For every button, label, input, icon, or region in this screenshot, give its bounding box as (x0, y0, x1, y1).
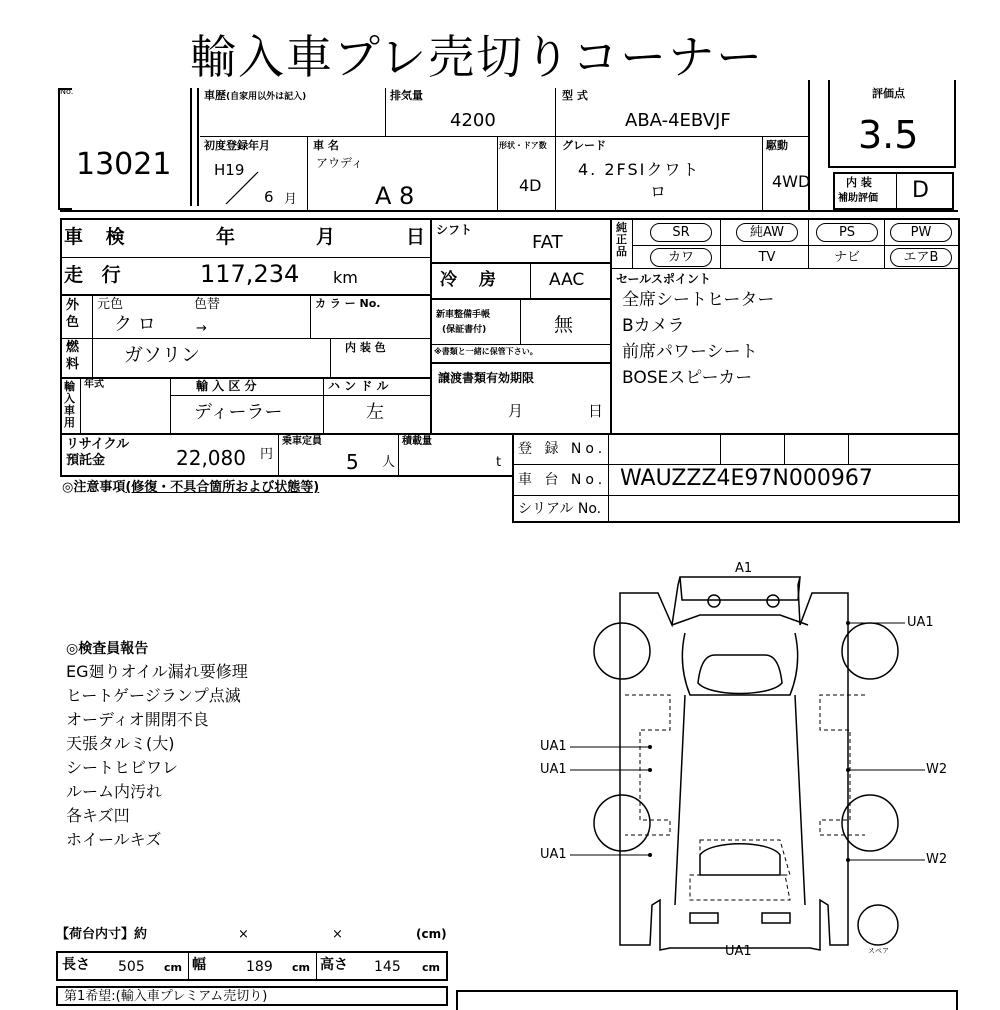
divider (316, 951, 317, 981)
divider (958, 218, 960, 523)
divider (278, 433, 279, 475)
first-reg-month-unit: 月 (284, 192, 298, 207)
divider (385, 88, 386, 136)
chassis-no-label: 車 台 No. (518, 472, 607, 488)
first-reg-label: 初度登録年月 (204, 139, 270, 152)
cargo-label: 【荷台内寸】約 (56, 927, 148, 942)
width-unit: cm (292, 961, 310, 974)
recycle-value: 22,080 (176, 446, 246, 470)
inspector-line: EG廻りオイル漏れ要修理 (66, 662, 248, 681)
divider (848, 433, 849, 464)
color-change-value: → (196, 321, 207, 336)
score-value: 3.5 (858, 113, 919, 157)
orig-color-value: ク ロ (114, 314, 156, 335)
divider (60, 433, 960, 435)
cargo-x1: × (238, 927, 249, 942)
divider (60, 433, 62, 475)
model-type-label: 型 式 (562, 89, 588, 102)
divider (60, 294, 430, 296)
inspector-line: ヒートゲージランプ点滅 (66, 686, 241, 705)
divider (170, 377, 171, 433)
model-type-value: ABA-4EBVJF (625, 110, 731, 131)
width-value: 189 (246, 959, 273, 975)
lot-number: 13021 (76, 147, 172, 182)
inspector-line: ホイールキズ (66, 830, 162, 849)
interior-label-2: 補助評価 (838, 193, 878, 204)
orig-color-label: 元色 (97, 297, 124, 312)
capacity-unit: 人 (382, 455, 396, 470)
inspection-label: 車 検 (64, 226, 133, 248)
divider (60, 218, 62, 433)
damage-mark: UA1 (540, 739, 567, 754)
inspection-year: 年 (216, 226, 236, 248)
footer-text: 第1希望:(輸入車プレミアム売切り) (64, 989, 268, 1004)
divider (80, 377, 81, 433)
height-unit: cm (422, 961, 440, 974)
lot-bracket (58, 88, 72, 210)
history-note: (自家用以外は記入) (226, 92, 307, 102)
divider (430, 218, 432, 433)
divider (808, 218, 809, 268)
divider (200, 136, 808, 137)
load-label: 積載量 (402, 436, 432, 447)
damage-mark: W2 (926, 852, 948, 867)
handle-value: 左 (366, 402, 384, 423)
manual-label-1: 新車整備手帳 (436, 310, 491, 320)
capacity-label: 乗車定員 (282, 436, 322, 447)
interior-label-1: 内 装 (846, 176, 872, 189)
divider (720, 218, 721, 268)
divider (784, 433, 785, 464)
divider (555, 136, 556, 210)
drive-value: 4WD (772, 172, 811, 191)
inspector-line: ルーム内汚れ (66, 782, 163, 801)
height-label: 高さ (320, 957, 348, 973)
equip-pw: PW (890, 223, 952, 242)
shift-label: シフト (436, 223, 473, 237)
damage-mark: A1 (735, 561, 753, 576)
equip-tv: TV (758, 250, 776, 265)
equip-airbag: エアB (890, 248, 952, 267)
color-side-2: 色 (66, 315, 80, 330)
divider (60, 475, 512, 477)
fuel-side-1: 燃 (66, 340, 80, 355)
divider (430, 362, 610, 364)
recycle-unit: 円 (260, 447, 274, 462)
divider (197, 88, 199, 206)
displacement-value: 4200 (450, 110, 496, 131)
width-label: 幅 (192, 957, 206, 973)
inspection-month: 月 (316, 226, 336, 248)
serial-no-label: シリアル No. (518, 501, 602, 517)
divider (170, 395, 430, 396)
divider (632, 218, 633, 268)
divider (330, 338, 331, 377)
divider (520, 298, 521, 344)
grade-label: グレード (562, 139, 606, 152)
import-side: 輸入車用 (64, 380, 75, 429)
car-damage-diagram (530, 555, 970, 960)
sales-point: Bカメラ (622, 316, 685, 336)
damage-mark: UA1 (540, 847, 567, 862)
manual-value: 無 (554, 314, 574, 336)
manual-label-2: (保証書付) (442, 325, 487, 335)
doors-value: 4D (519, 176, 542, 195)
import-kind-value: ディーラー (194, 402, 283, 423)
divider (720, 433, 721, 464)
mileage-unit: km (333, 268, 358, 287)
page-title: 輸入車プレ売切りコーナー (190, 30, 765, 84)
damage-mark: UA1 (907, 615, 934, 630)
divider (632, 245, 958, 246)
notes-label-text: ◎注意事項 (62, 480, 126, 495)
equip-sr: SR (650, 223, 712, 242)
sales-point: BOSEスピーカー (622, 368, 753, 388)
divider (323, 377, 324, 433)
capacity-value: 5 (346, 450, 359, 474)
divider (430, 344, 610, 345)
ac-value: AAC (549, 270, 585, 290)
divider (92, 294, 93, 377)
transfer-label: 譲渡書類有効期限 (438, 371, 535, 385)
sales-point: 前席パワーシート (622, 342, 758, 362)
divider (610, 268, 958, 269)
footer-right-box (456, 990, 958, 1010)
divider (430, 262, 610, 264)
mileage-label: 走 行 (64, 264, 127, 286)
ac-label: 冷 房 (440, 270, 504, 290)
first-reg-slash (222, 170, 262, 206)
import-year-label: 年式 (84, 379, 104, 390)
fuel-side-2: 料 (66, 357, 80, 372)
notes-label (62, 481, 319, 494)
divider (60, 338, 430, 339)
divider (610, 218, 612, 433)
divider (398, 433, 399, 475)
car-maker: アウディ (316, 156, 364, 170)
equip-ps: PS (816, 223, 878, 242)
inspection-day: 日 (406, 226, 426, 248)
divider (60, 257, 430, 258)
damage-mark: UA1 (725, 944, 752, 959)
equip-leather: カワ (650, 248, 712, 267)
history-label-text: 車歴 (204, 89, 226, 102)
divider (512, 521, 960, 523)
length-label: 長さ (62, 957, 90, 973)
inspector-line: シートヒビワレ (66, 758, 179, 777)
cargo-unit: (cm) (416, 927, 447, 941)
inspector-line: 天張タルミ(大) (66, 734, 175, 753)
divider (896, 172, 897, 210)
length-value: 505 (118, 959, 145, 975)
manual-note: ※書類と一緒に保管下さい。 (434, 347, 538, 356)
inspector-label: ◎検査員報告 (66, 641, 149, 657)
color-code-label: カ ラ ー No. (315, 297, 381, 310)
damage-mark: UA1 (540, 762, 567, 777)
grade-value-1: 4. 2FSIクワト (578, 160, 701, 179)
grade-value-2: ロ (650, 182, 667, 201)
doors-label: 形状・ドア数 (499, 141, 547, 150)
color-change-label: 色替 (194, 297, 221, 312)
inspector-line: オーディオ開閉不良 (66, 710, 209, 729)
sales-label: セールスポイント (616, 272, 711, 286)
reg-no-label: 登 録 No. (518, 441, 607, 457)
divider (512, 433, 514, 523)
fuel-value: ガソリン (124, 344, 201, 366)
notes-sub: (修復・不具合箇所および状態等) (125, 480, 320, 495)
divider (60, 218, 960, 220)
divider (530, 262, 531, 298)
equipment-side: 純正品 (616, 221, 627, 258)
equip-navi: ナビ (833, 250, 860, 265)
car-name-label: 車 名 (313, 139, 339, 152)
divider (307, 136, 308, 210)
equip-aw: 純AW (736, 223, 798, 242)
recycle-label-2: 預託金 (66, 453, 106, 468)
handle-label: ハ ン ド ル (328, 379, 389, 393)
import-kind-label: 輸 入 区 分 (196, 379, 257, 393)
divider (512, 464, 958, 465)
load-unit: t (496, 455, 502, 470)
first-reg-year: H19 (214, 161, 245, 179)
drive-label: 駆動 (766, 139, 788, 152)
mileage-value: 117,234 (200, 260, 300, 288)
transfer-month: 月 (508, 402, 524, 420)
length-unit: cm (164, 961, 182, 974)
divider (608, 433, 609, 523)
interior-value: D (912, 178, 929, 203)
transfer-day: 日 (588, 402, 604, 420)
first-reg-month: 6 (264, 188, 274, 206)
color-side-1: 外 (66, 298, 80, 313)
divider (188, 951, 189, 981)
lot-label: No. (60, 87, 74, 96)
divider (190, 88, 192, 206)
divider (512, 495, 958, 496)
divider (884, 218, 885, 268)
divider (60, 210, 958, 212)
divider (310, 294, 311, 338)
interior-color-label: 内 装 色 (345, 341, 386, 354)
cargo-x2: × (332, 927, 343, 942)
displacement-label: 排気量 (390, 89, 423, 102)
recycle-label-1: リサイクル (66, 437, 130, 452)
spare-label: スペア (868, 947, 889, 955)
score-label: 評価点 (872, 87, 905, 100)
inspector-line: 各キズ凹 (66, 806, 130, 825)
divider (762, 136, 763, 210)
shift-value: FAT (532, 232, 563, 253)
divider (555, 88, 556, 136)
height-value: 145 (374, 959, 401, 975)
damage-mark: W2 (926, 762, 948, 777)
sales-point: 全席シートヒーター (622, 290, 775, 310)
car-model: A 8 (375, 182, 415, 210)
divider (497, 136, 498, 210)
chassis-no-value: WAUZZZ4E97N000967 (620, 466, 873, 491)
history-label (204, 90, 306, 102)
